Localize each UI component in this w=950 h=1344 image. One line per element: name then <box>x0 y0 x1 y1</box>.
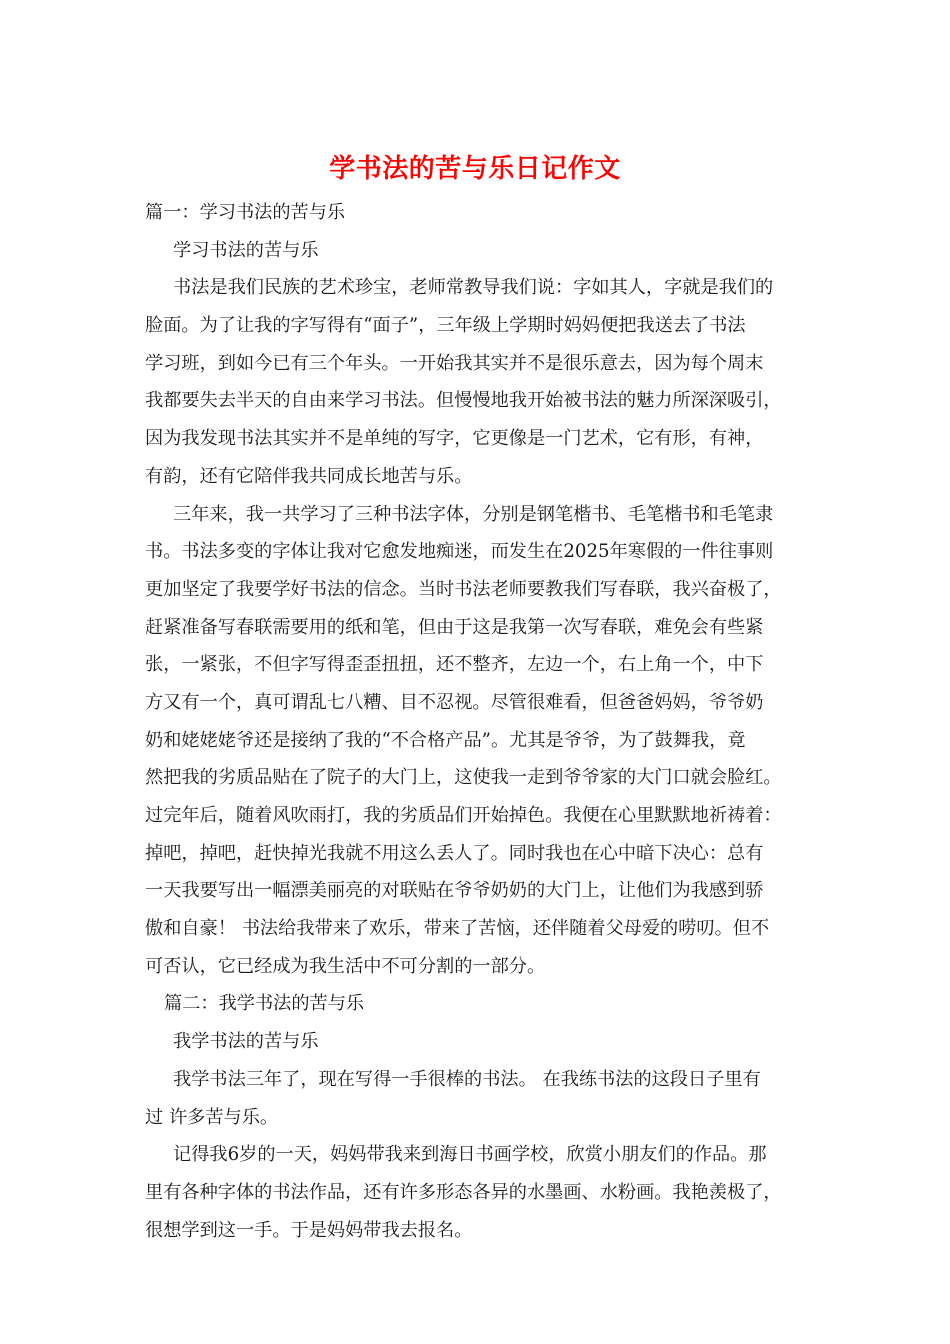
paragraph-line: 三年来，我一共学习了三种书法字体，分别是钢笔楷书、毛笔楷书和毛笔隶 <box>173 503 774 525</box>
paragraph-line: 可否认，它已经成为我生活中不可分割的一部分。 <box>145 955 546 977</box>
paragraph-line: 奶和姥姥姥爷还是接纳了我的“不合格产品”。尤其是爷爷，为了鼓舞我，竟 <box>145 729 746 751</box>
section-heading-2: 篇二：我学书法的苦与乐 <box>164 993 365 1015</box>
paragraph-line: 我学书法三年了，现在写得一手很棒的书法。 在我练书法的这段日子里有 <box>173 1068 761 1090</box>
paragraph-line: 很想学到这一手。于是妈妈带我去报名。 <box>145 1219 473 1241</box>
paragraph-line: 更加坚定了我要学好书法的信念。当时书法老师要教我们写春联，我兴奋极了， <box>145 578 782 600</box>
paragraph-line: 赶紧准备写春联需要用的纸和笔，但由于这是我第一次写春联，难免会有些紧 <box>145 616 764 638</box>
paragraph-line: 里有各种字体的书法作品，还有许多形态各异的水墨画、水粉画。我艳羡极了， <box>145 1181 782 1203</box>
paragraph-line: 因为我发现书法其实并不是单纯的写字，它更像是一门艺术，它有形，有神， <box>145 428 764 450</box>
paragraph-line: 一天我要写出一幅漂美丽亮的对联贴在爷爷奶奶的大门上，让他们为我感到骄 <box>145 880 764 902</box>
paragraph-line: 我都要失去半天的自由来学习书法。但慢慢地我开始被书法的魅力所深深吸引， <box>145 390 782 412</box>
paragraph-line: 记得我6岁的一天，妈妈带我来到海日书画学校，欣赏小朋友们的作品。那 <box>173 1144 767 1166</box>
paragraph-line: 方又有一个，真可谓乱七八糟、目不忍视。尽管很难看，但爸爸妈妈，爷爷奶 <box>145 691 764 713</box>
document-title: 学书法的苦与乐日记作文 <box>329 154 621 184</box>
paragraph-line: 脸面。为了让我的字写得有“面子”，三年级上学期时妈妈便把我送去了书法 <box>145 315 746 337</box>
paragraph-line: 过 许多苦与乐。 <box>145 1106 279 1128</box>
paragraph-line: 书法是我们民族的艺术珍宝，老师常教导我们说：字如其人，字就是我们的 <box>173 277 774 299</box>
article-subtitle-2: 我学书法的苦与乐 <box>173 1031 319 1053</box>
paragraph-line: 然把我的劣质品贴在了院子的大门上，这使我一走到爷爷家的大门口就会脸红。 <box>145 767 782 789</box>
paragraph-line: 傲和自豪！ 书法给我带来了欢乐，带来了苦恼，还伴随着父母爱的唠叨。但不 <box>145 918 770 940</box>
paragraph-line: 张，一紧张，不但字写得歪歪扭扭，还不整齐，左边一个，右上角一个，中下 <box>145 654 764 676</box>
article-subtitle-1: 学习书法的苦与乐 <box>173 239 319 261</box>
section-heading-1: 篇一：学习书法的苦与乐 <box>145 202 346 223</box>
paragraph-line: 书。书法多变的字体让我对它愈发地痴迷，而发生在2025年寒假的一件往事则 <box>145 541 774 563</box>
paragraph-line: 有韵，还有它陪伴我共同成长地苦与乐。 <box>145 465 473 487</box>
paragraph-line: 过完年后，随着风吹雨打，我的劣质品们开始掉色。我便在心里默默地祈祷着： <box>145 805 782 826</box>
paragraph-line: 掉吧，掉吧，赶快掉光我就不用这么丢人了。同时我也在心中暗下决心：总有 <box>145 842 764 864</box>
document-body <box>145 194 805 1249</box>
paragraph-line: 学习班，到如今已有三个年头。一开始我其实并不是很乐意去，因为每个周末 <box>145 352 764 374</box>
